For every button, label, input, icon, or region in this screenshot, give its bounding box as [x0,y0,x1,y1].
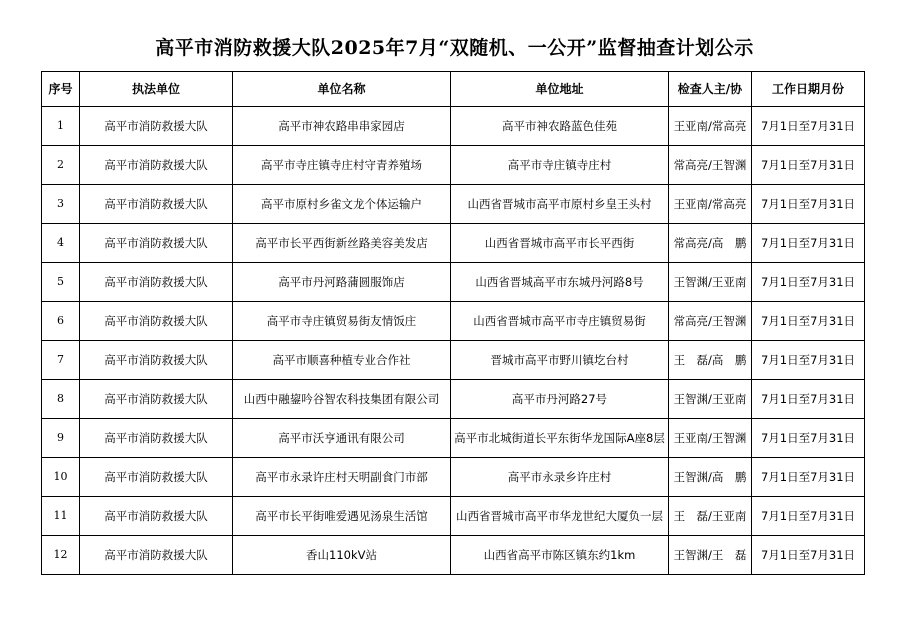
cell-serial: 2 [42,146,80,185]
cell-unit-name: 香山110kV站 [233,536,451,575]
cell-work-period: 7月1日至7月31日 [752,458,865,497]
cell-work-period: 7月1日至7月31日 [752,224,865,263]
header-unit-address: 单位地址 [451,72,669,107]
cell-serial: 7 [42,341,80,380]
table-header-row [42,72,865,107]
cell-work-period: 7月1日至7月31日 [752,419,865,458]
cell-inspectors: 王亚南/常高亮 [669,107,752,146]
cell-enforcement-unit: 高平市消防救援大队 [80,458,233,497]
cell-work-period: 7月1日至7月31日 [752,107,865,146]
header-serial: 序号 [42,72,80,107]
cell-serial: 5 [42,263,80,302]
table-row [42,185,865,224]
cell-unit-name: 山西中融鋆吟谷智农科技集团有限公司 [233,380,451,419]
cell-serial: 12 [42,536,80,575]
cell-enforcement-unit: 高平市消防救援大队 [80,497,233,536]
header-unit-name: 单位名称 [233,72,451,107]
table-row [42,536,865,575]
cell-enforcement-unit: 高平市消防救援大队 [80,341,233,380]
cell-serial: 4 [42,224,80,263]
cell-work-period: 7月1日至7月31日 [752,302,865,341]
cell-unit-address: 山西省晋城市高平市华龙世纪大厦负一层 [451,497,669,536]
cell-inspectors: 王智渊/王亚南 [669,263,752,302]
cell-work-period: 7月1日至7月31日 [752,341,865,380]
table-row [42,419,865,458]
cell-unit-address: 高平市永录乡许庄村 [451,458,669,497]
cell-unit-address: 山西省晋城市高平市原村乡皇王头村 [451,185,669,224]
cell-unit-address: 山西省晋城市高平市寺庄镇贸易街 [451,302,669,341]
cell-unit-name: 高平市寺庄镇贸易街友情饭庄 [233,302,451,341]
header-work-period: 工作日期月份 [752,72,865,107]
cell-serial: 8 [42,380,80,419]
page-title: 高平市消防救援大队2025年7月“双随机、一公开”监督抽查计划公示 [155,37,754,59]
table-row [42,380,865,419]
cell-enforcement-unit: 高平市消防救援大队 [80,185,233,224]
table-row [42,263,865,302]
cell-unit-name: 高平市神农路串串家园店 [233,107,451,146]
header-inspectors: 检查人主/协 [669,72,752,107]
cell-work-period: 7月1日至7月31日 [752,497,865,536]
cell-serial: 11 [42,497,80,536]
cell-unit-name: 高平市永录许庄村天明副食门市部 [233,458,451,497]
cell-unit-address: 高平市北城街道长平东街华龙国际A座8层 [451,419,669,458]
cell-unit-name: 高平市沃亨通讯有限公司 [233,419,451,458]
cell-inspectors: 王智渊/王亚南 [669,380,752,419]
cell-work-period: 7月1日至7月31日 [752,185,865,224]
cell-work-period: 7月1日至7月31日 [752,263,865,302]
cell-inspectors: 王 磊/高 鹏 [669,341,752,380]
cell-unit-name: 高平市原村乡雀文龙个体运输户 [233,185,451,224]
cell-serial: 1 [42,107,80,146]
cell-serial: 10 [42,458,80,497]
cell-enforcement-unit: 高平市消防救援大队 [80,224,233,263]
cell-work-period: 7月1日至7月31日 [752,146,865,185]
cell-enforcement-unit: 高平市消防救援大队 [80,263,233,302]
cell-unit-name: 高平市长平街唯爱遇见汤泉生活馆 [233,497,451,536]
cell-inspectors: 常高亮/王智渊 [669,146,752,185]
cell-work-period: 7月1日至7月31日 [752,380,865,419]
cell-work-period: 7月1日至7月31日 [752,536,865,575]
cell-enforcement-unit: 高平市消防救援大队 [80,107,233,146]
table-row [42,224,865,263]
table-row [42,107,865,146]
cell-inspectors: 王亚南/常高亮 [669,185,752,224]
cell-enforcement-unit: 高平市消防救援大队 [80,302,233,341]
table-row [42,497,865,536]
cell-inspectors: 王亚南/王智渊 [669,419,752,458]
cell-unit-name: 高平市丹河路蒲圆服饰店 [233,263,451,302]
cell-unit-address: 高平市神农路蓝色佳苑 [451,107,669,146]
cell-unit-name: 高平市顺喜种植专业合作社 [233,341,451,380]
cell-unit-address: 山西省高平市陈区镇东约1km [451,536,669,575]
cell-unit-address: 高平市寺庄镇寺庄村 [451,146,669,185]
cell-unit-name: 高平市寺庄镇寺庄村守青养殖场 [233,146,451,185]
cell-serial: 3 [42,185,80,224]
cell-enforcement-unit: 高平市消防救援大队 [80,536,233,575]
cell-serial: 6 [42,302,80,341]
cell-enforcement-unit: 高平市消防救援大队 [80,146,233,185]
cell-serial: 9 [42,419,80,458]
header-enforcement-unit: 执法单位 [80,72,233,107]
cell-enforcement-unit: 高平市消防救援大队 [80,419,233,458]
cell-unit-address: 高平市丹河路27号 [451,380,669,419]
table-row [42,341,865,380]
cell-unit-address: 山西省晋城市高平市长平西街 [451,224,669,263]
cell-inspectors: 常高亮/王智渊 [669,302,752,341]
table-row [42,458,865,497]
cell-unit-name: 高平市长平西街新丝路美容美发店 [233,224,451,263]
cell-inspectors: 王智渊/高 鹏 [669,458,752,497]
table-row [42,146,865,185]
cell-inspectors: 王智渊/王 磊 [669,536,752,575]
cell-unit-address: 山西省晋城高平市东城丹河路8号 [451,263,669,302]
cell-enforcement-unit: 高平市消防救援大队 [80,380,233,419]
cell-inspectors: 王 磊/王亚南 [669,497,752,536]
cell-unit-address: 晋城市高平市野川镇圪台村 [451,341,669,380]
table-row [42,302,865,341]
inspection-plan-table [41,71,865,575]
cell-inspectors: 常高亮/高 鹏 [669,224,752,263]
